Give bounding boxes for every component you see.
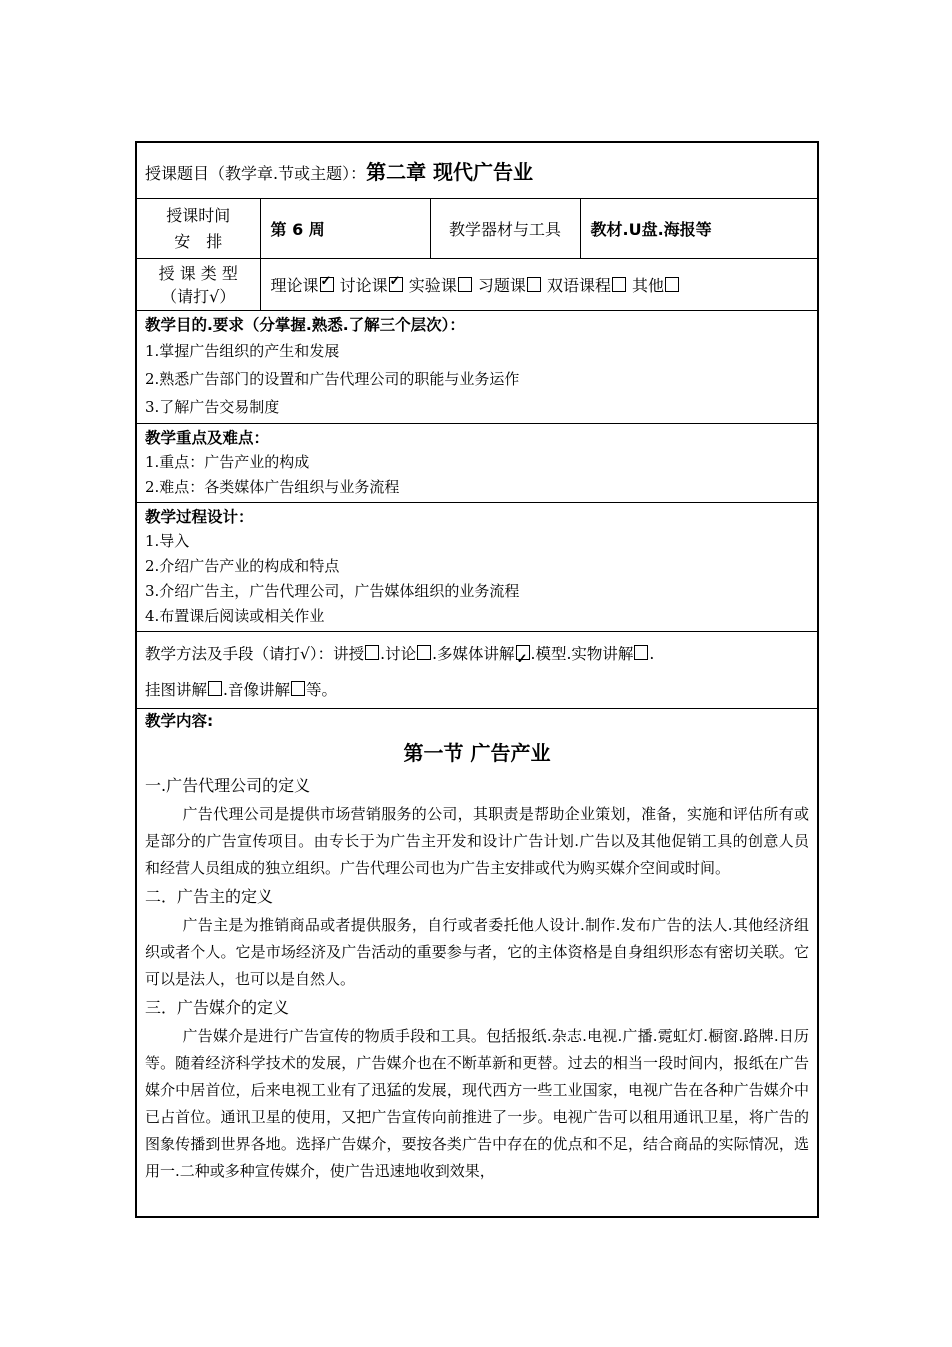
content-row: [136, 709, 818, 1217]
key-point-item: 1.重点：广告产业的构成: [145, 453, 310, 471]
subsection-heading: 二．广告主的定义: [145, 887, 274, 906]
option-bilingual[interactable]: [547, 276, 627, 295]
title-cell: [136, 142, 818, 199]
method-lecture: 讲授: [333, 645, 365, 663]
equipment-value: 教材.U盘.海报等: [580, 199, 818, 259]
method-model: .模型.实物讲解: [530, 645, 634, 663]
option-experiment-label: 实验课: [408, 276, 457, 295]
process-heading: 教学过程设计：: [145, 508, 254, 526]
option-exercise[interactable]: [478, 276, 542, 295]
objective-item: 1.掌握广告组织的产生和发展: [145, 342, 340, 360]
methods-cell: [136, 632, 818, 709]
method-wallchart: 挂图讲解: [145, 681, 208, 699]
chapter-title: 第二章 现代广告业: [366, 160, 534, 184]
course-type-row: [136, 259, 818, 311]
title-row: [136, 142, 818, 199]
course-type-label-cell: [136, 259, 260, 311]
content-paragraph: 广告主是为推销商品或者提供服务，自行或者委托他人设计.制作.发布广告的法人.其他经济组织或者个人。它是市场经济及广告活动的重要参与者，它的主体资格是自身组织形态有密切关联。它可以是法人，也可以是自然人。: [145, 916, 809, 988]
schedule-row: [136, 199, 818, 259]
process-item: 4.布置课后阅读或相关作业: [145, 607, 325, 625]
option-theory[interactable]: [271, 276, 335, 295]
method-separator: .: [649, 645, 655, 663]
time-label-line1: 授课时间: [166, 205, 231, 225]
option-other-label: 其他: [632, 276, 665, 295]
checkbox-empty-icon[interactable]: [634, 645, 648, 660]
objective-item: 2.熟悉广告部门的设置和广告代理公司的职能与业务运作: [145, 370, 520, 388]
content-heading: 教学内容:: [145, 712, 214, 730]
process-cell: [136, 503, 818, 632]
subsection-heading: 三．广告媒介的定义: [145, 998, 290, 1017]
title-label: 授课题目（教学章.节或主题）：: [145, 164, 367, 183]
method-audiovisual: .音像讲解: [223, 681, 290, 699]
objectives-heading: 教学目的.要求（分掌握.熟悉.了解三个层次）：: [145, 316, 465, 334]
option-bilingual-label: 双语课程: [546, 276, 611, 295]
checkbox-empty-icon[interactable]: [458, 277, 472, 292]
time-label-line2: 安 排: [174, 231, 223, 251]
objective-item: 3.了解广告交易制度: [145, 398, 280, 416]
methods-label: 教学方法及手段（请打√）：: [145, 645, 334, 663]
checkbox-empty-icon[interactable]: [291, 681, 305, 696]
checkbox-empty-icon[interactable]: [527, 277, 541, 292]
process-item: 3.介绍广告主，广告代理公司，广告媒体组织的业务流程: [145, 582, 520, 600]
process-row: [136, 503, 818, 632]
time-label-cell: [136, 199, 260, 259]
content-paragraph: 广告媒介是进行广告宣传的物质手段和工具。包括报纸.杂志.电视.广播.霓虹灯.橱窗.路牌.日历等。随着经济科学技术的发展，广告媒介也在不断革新和更替。过去的相当一段时间内，报纸在广告媒介中居首位，后来电视工业有了迅猛的发展，现代西方一些工业国家，电视广告在各种广告媒介中已占首位。通讯卫星的使用，又把广告宣传向前推进了一步。电视广告可以租用通讯卫星，将广告的图象传播到世界各地。选择广告媒介，要按各类广告中存在的优点和不足，结合商品的实际情况，选用一.二种或多种宣传媒介，使广告迅速地收到效果，: [145, 1027, 809, 1180]
checkbox-empty-icon[interactable]: [208, 681, 222, 696]
process-item: 1.导入: [145, 532, 190, 550]
subsection-heading: 一.广告代理公司的定义: [145, 776, 311, 795]
checkbox-checked-icon[interactable]: [516, 645, 530, 660]
checkbox-empty-icon[interactable]: [612, 277, 626, 292]
key-point-item: 2.难点：各类媒体广告组织与业务流程: [145, 478, 400, 496]
option-theory-label: 理论课: [270, 276, 319, 295]
key-points-heading: 教学重点及难点：: [145, 429, 270, 447]
checkbox-checked-icon[interactable]: [389, 277, 403, 292]
checkbox-empty-icon[interactable]: [417, 645, 431, 660]
objectives-cell: [136, 311, 818, 424]
checkbox-empty-icon[interactable]: [665, 277, 679, 292]
equipment-label: 教学器材与工具: [430, 199, 580, 259]
option-other[interactable]: [632, 276, 680, 295]
key-points-row: [136, 424, 818, 503]
option-experiment[interactable]: [409, 276, 473, 295]
methods-row: [136, 632, 818, 709]
process-item: 2.介绍广告产业的构成和特点: [145, 557, 340, 575]
lesson-plan-page: [135, 141, 817, 1218]
objectives-row: [136, 311, 818, 424]
option-exercise-label: 习题课: [477, 276, 526, 295]
course-type-label-line1: 授 课 类 型: [158, 263, 238, 283]
section-title: 第一节 广告产业: [403, 741, 551, 765]
content-paragraph: 广告代理公司是提供市场营销服务的公司，其职责是帮助企业策划，准备，实施和评估所有或是部分的广告宣传项目。由专长于为广告主开发和设计广告计划.广告以及其他促销工具的创意人员和经营人员组成的独立组织。广告代理公司也为广告主安排或代为购买媒介空间或时间。: [145, 805, 809, 877]
method-multimedia: .多媒体讲解: [432, 645, 515, 663]
time-value: 第 6 周: [260, 199, 430, 259]
checkbox-checked-icon[interactable]: [320, 277, 334, 292]
course-type-options: [260, 259, 818, 311]
option-discussion[interactable]: [340, 276, 404, 295]
course-type-label-line2: （请打√）: [161, 286, 236, 306]
method-discussion: .讨论: [380, 645, 417, 663]
option-discussion-label: 讨论课: [339, 276, 388, 295]
key-points-cell: [136, 424, 818, 503]
content-cell: [136, 709, 818, 1217]
checkbox-empty-icon[interactable]: [365, 645, 379, 660]
lesson-plan-table: [135, 141, 819, 1218]
method-etc: 等。: [305, 681, 337, 699]
